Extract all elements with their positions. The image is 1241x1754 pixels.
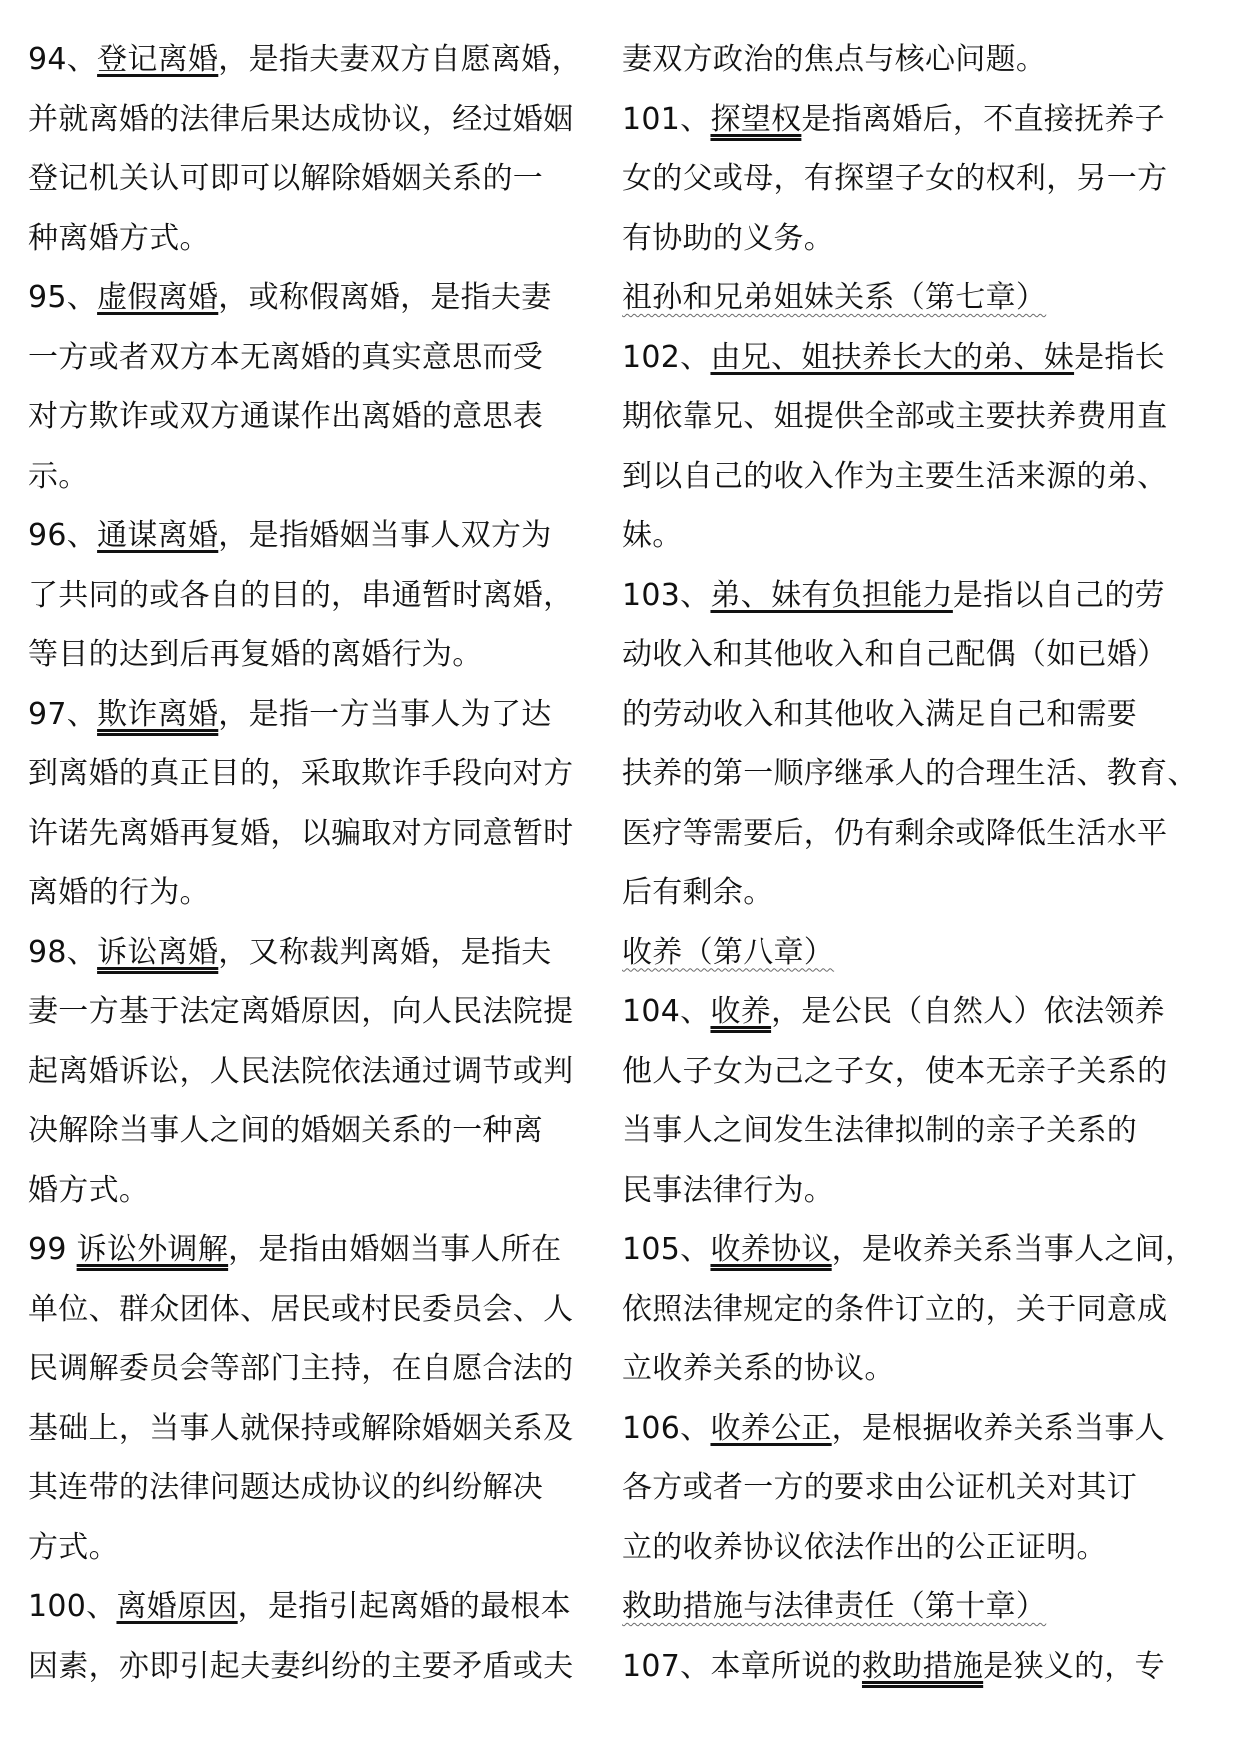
definition-text: ，是指由婚姻当事人所在 <box>228 1232 562 1267</box>
text-line <box>622 982 1222 1042</box>
text-line: 当事人之间发生法律拟制的亲子关系的 <box>622 1113 1138 1148</box>
text-line: 基础上，当事人就保持或解除婚姻关系及 <box>28 1410 574 1446</box>
text-line <box>28 685 628 745</box>
text-line: 依照法律规定的条件订立的，关于同意成 <box>622 1291 1168 1327</box>
text-line: 决解除当事人之间的婚姻关系的一种离 <box>28 1113 544 1148</box>
text-line: 种离婚方式。 <box>28 220 210 256</box>
definition-text: ，或称假离婚，是指夫妻 <box>218 280 552 315</box>
text-line: 后有剩余。 <box>622 875 774 910</box>
definition-text: 是指长 <box>1074 339 1165 375</box>
text-line: 民事法律行为。 <box>622 1172 835 1208</box>
text-line: 的劳动收入和其他收入满足自己和需要 <box>622 696 1138 732</box>
section-heading-text: 救助措施与法律责任（第十章） <box>622 1589 1047 1624</box>
term-name: 诉讼离婚 <box>97 934 219 970</box>
section-heading <box>622 1577 1222 1637</box>
right-column <box>622 30 1222 1696</box>
term-name: 收养公正 <box>710 1410 832 1446</box>
term-number: 96、 <box>28 518 98 553</box>
definition-text: ，是指引起离婚的最根本 <box>237 1589 571 1624</box>
term-number: 100、 <box>28 1589 117 1624</box>
text-line <box>28 923 628 983</box>
text-line: 立的收养协议依法作出的公正证明。 <box>622 1529 1107 1565</box>
definition-text: ，是收养关系当事人之间， <box>831 1232 1196 1267</box>
text-line: 到离婚的真正目的，采取欺诈手段向对方 <box>28 756 574 791</box>
text-line: 有协助的义务。 <box>622 220 835 256</box>
definition-text: 是指离婚后，不直接抚养子 <box>801 101 1165 137</box>
definition-text: 是指以自己的劳 <box>952 577 1165 613</box>
term-number: 97、 <box>28 696 98 732</box>
text-line: 登记机关认可即可以解除婚姻关系的一 <box>28 161 544 196</box>
text-line <box>622 566 1222 626</box>
text-line: 妹。 <box>622 518 683 553</box>
text-line: 离婚的行为。 <box>28 875 210 910</box>
text-line: 了共同的或各自的目的，串通暂时离婚， <box>28 577 574 613</box>
term-name: 探望权 <box>710 101 802 137</box>
text-line: 民调解委员会等部门主持，在自愿合法的 <box>28 1351 574 1386</box>
term-number: 104、 <box>622 994 711 1029</box>
left-column <box>28 30 628 1696</box>
definition-text: ，是指一方当事人为了达 <box>218 696 552 732</box>
definition-text: ，又称裁判离婚，是指夫 <box>218 934 552 970</box>
term-number: 107、本章所说的 <box>622 1648 862 1684</box>
term-number: 99 <box>28 1232 77 1267</box>
term-name: 救助措施 <box>861 1648 984 1684</box>
term-name: 收养 <box>710 994 772 1029</box>
term-name: 通谋离婚 <box>97 518 219 553</box>
definition-text: ，是指夫妻双方自愿离婚， <box>218 42 582 77</box>
text-line: 一方或者双方本无离婚的真实意思而受 <box>28 339 544 375</box>
text-line <box>28 506 628 566</box>
section-heading <box>622 923 1222 983</box>
text-line <box>28 30 628 90</box>
text-line: 方式。 <box>28 1529 119 1565</box>
text-line <box>622 1637 1222 1697</box>
text-line: 起离婚诉讼，人民法院依法通过调节或判 <box>28 1053 574 1089</box>
text-line: 女的父或母，有探望子女的权利，另一方 <box>622 161 1168 196</box>
text-line: 各方或者一方的要求由公证机关对其订 <box>622 1470 1138 1505</box>
term-number: 105、 <box>622 1232 711 1267</box>
definition-text: ，是公民（自然人）依法领养 <box>771 994 1165 1029</box>
section-heading-text: 收养（第八章） <box>622 934 835 970</box>
text-line: 并就离婚的法律后果达成协议，经过婚姻 <box>28 101 574 137</box>
text-line: 因素，亦即引起夫妻纠纷的主要矛盾或夫 <box>28 1648 574 1684</box>
term-name: 收养协议 <box>710 1232 832 1267</box>
text-line <box>28 1220 628 1280</box>
text-line: 他人子女为己之子女，使本无亲子关系的 <box>622 1053 1168 1089</box>
text-line <box>622 1220 1222 1280</box>
term-number: 101、 <box>622 101 711 137</box>
text-line: 其连带的法律问题达成协议的纠纷解决 <box>28 1470 544 1505</box>
text-line <box>622 90 1222 150</box>
term-name: 离婚原因 <box>116 1589 238 1624</box>
text-line: 医疗等需要后，仍有剩余或降低生活水平 <box>622 815 1168 851</box>
text-line: 许诺先离婚再复婚，以骗取对方同意暂时 <box>28 815 574 851</box>
definition-text: 是狭义的，专 <box>983 1648 1165 1684</box>
term-number: 98、 <box>28 934 98 970</box>
text-line: 对方欺诈或双方通谋作出离婚的意思表 <box>28 399 544 434</box>
text-line: 单位、群众团体、居民或村民委员会、人 <box>28 1291 574 1327</box>
text-line: 妻双方政治的焦点与核心问题。 <box>622 42 1047 77</box>
text-line: 动收入和其他收入和自己配偶（如已婚） <box>622 637 1168 672</box>
text-line: 妻一方基于法定离婚原因，向人民法院提 <box>28 994 574 1029</box>
text-line: 扶养的第一顺序继承人的合理生活、教育、 <box>622 756 1198 791</box>
definition-text: ，是根据收养关系当事人 <box>831 1410 1165 1446</box>
definition-text: ，是指婚姻当事人双方为 <box>218 518 552 553</box>
term-number: 94、 <box>28 42 98 77</box>
text-line: 婚方式。 <box>28 1172 150 1208</box>
text-line <box>28 1577 628 1637</box>
text-line <box>622 328 1222 388</box>
term-name: 登记离婚 <box>97 42 219 77</box>
term-name: 欺诈离婚 <box>97 696 219 732</box>
term-number: 102、 <box>622 339 711 375</box>
text-line <box>622 1399 1222 1459</box>
term-number: 95、 <box>28 280 98 315</box>
text-line: 等目的达到后再复婚的离婚行为。 <box>28 637 483 672</box>
text-line <box>28 268 628 328</box>
section-heading <box>622 268 1222 328</box>
text-line: 立收养关系的协议。 <box>622 1351 895 1386</box>
term-number: 106、 <box>622 1410 711 1446</box>
term-name: 诉讼外调解 <box>76 1232 229 1267</box>
term-name: 由兄、姐扶养长大的弟、妹 <box>710 339 1075 375</box>
text-line: 到以自己的收入作为主要生活来源的弟、 <box>622 458 1168 494</box>
term-number: 103、 <box>622 577 711 613</box>
text-line: 示。 <box>28 458 89 494</box>
term-name: 弟、妹有负担能力 <box>710 577 953 613</box>
section-heading-text: 祖孙和兄弟姐妹关系（第七章） <box>622 280 1047 315</box>
text-line: 期依靠兄、姐提供全部或主要扶养费用直 <box>622 399 1168 434</box>
term-name: 虚假离婚 <box>97 280 219 315</box>
